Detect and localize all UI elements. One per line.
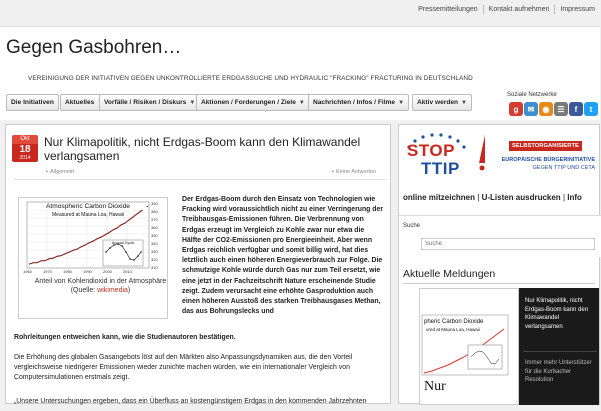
main-navigation — [0, 90, 600, 120]
post-date-day: 18 — [12, 144, 38, 155]
chevron-down-icon: ▼ — [398, 99, 405, 106]
ttip-links: online mitzeichnen | U-Listen ausdrucken | Info — [403, 193, 582, 202]
figure-caption-source: (Quelle: wikimedia) — [70, 287, 131, 294]
news-thumbnail[interactable] — [419, 288, 519, 405]
nav-label: Aktiv werden — [417, 99, 459, 106]
thumb-chart-title: pheric Carbon Dioxide — [424, 319, 484, 325]
google-plus-icon[interactable]: g — [509, 102, 523, 116]
twitter-icon[interactable]: t — [584, 102, 598, 116]
site-title[interactable]: Gegen Gasbohren… — [6, 37, 182, 58]
stop-ttip-banner[interactable] — [401, 129, 597, 193]
folder-icon: ▪ — [46, 169, 48, 175]
ttip-text: TTIP — [421, 159, 460, 178]
search-input[interactable] — [421, 238, 595, 250]
contact-link[interactable]: Kontakt aufnehmen — [483, 5, 555, 14]
nav-label: Aktionen / Forderungen / Ziele — [201, 99, 296, 106]
y-axis-ticks: 390 380 370 360 350 340 330 320 310 — [151, 201, 158, 270]
wikimedia-link[interactable]: wikimedia — [97, 287, 128, 294]
post-lead-continued: Rohrleitungen entweichen kann, wie die Studienautoren bestätigen. — [14, 334, 236, 341]
chevron-down-icon: ▼ — [298, 99, 305, 106]
eci-subtext: GEGEN TTIP UND CETA — [532, 165, 595, 171]
post-comments — [332, 169, 376, 175]
news-item-1[interactable]: Nur Klimapolitik, nicht Erdgas-Boom kann den Klimawandel verlangsamen — [525, 298, 589, 330]
comment-icon: ▪ — [332, 169, 334, 175]
chevron-down-icon: ▼ — [189, 99, 196, 106]
imprint-link[interactable]: Impressum — [554, 5, 600, 14]
nav-die-initiativen[interactable] — [6, 94, 59, 111]
sidebar — [398, 124, 600, 404]
thumb-word: Nur — [424, 379, 446, 394]
contact-icon[interactable]: ☰ — [554, 102, 568, 116]
search-label: Suche — [403, 223, 421, 229]
thumb-chart-subtitle: ured at Mauna Loa, Hawaii — [426, 327, 480, 332]
stop-text: STOP — [407, 141, 455, 160]
figure-caption: Anteil von Kohlendioxid in der Atmosphäre — [34, 278, 167, 285]
comments-link[interactable]: Keine Antworten — [335, 169, 377, 175]
post-lead: Der Erdgas-Boom durch den Einsatz von Technologien wie Fracking wird voraussichtlich nicht zu einer Verringerung der Treibhausgas-Emissionen führen. Die Verbrennung von Erdgas erzeugt im Vergleich zu Kohle zwar nur etwa die Hälfte der CO2-Emissionen pro Energieeinheit. Aber wenn Erdgas reichlich verfügbar und somit billig wird, hat dies letztlich auch einen höheren Energieverbrauch zur Folge. Die schmutzige Kohle würde durch Gas nur zum Teil ersetzt, wie eine jetzt in der Fachzeitschrift Nature erscheinende Studie zeigt. Zudem verursacht eine erhöhte Gasproduktion auch einen höheren Ausstoß des starken Treibhausgases Methan, das aus Bohrungslecks und — [182, 196, 384, 316]
nav-label: Die Initiativen — [11, 99, 54, 106]
chart-title: Atmospheric Carbon Dioxide — [29, 203, 147, 210]
nav-label: Nachrichten / Infos / Filme — [313, 99, 396, 106]
selbstorganisierte-badge: SELBSTORGANISIERTE — [509, 141, 582, 151]
news-item-2[interactable]: Immer mehr Unterstützer für die Korbacher Resolution — [525, 360, 592, 383]
post-title[interactable]: Nur Klimapolitik, nicht Erdgas-Boom kann den Klimawandel verlangsamen — [44, 135, 361, 163]
eci-text: EUROPÄISCHE BÜRGERINITIATIVE — [501, 157, 595, 163]
press-link[interactable]: Pressemitteilungen — [418, 5, 478, 13]
site-tagline: VEREINIGUNG DER INITIATIVEN GEGEN UNKONTROLLIERTE ERDGASSUCHE UND HYDRAULIC "FRACKING" FRACTURING IN DEUTSCHLAND — [28, 75, 473, 82]
chevron-down-icon: ▼ — [461, 99, 467, 106]
print-lists-link[interactable]: U-Listen ausdrucken — [481, 193, 561, 202]
news-divider — [403, 283, 595, 284]
info-link[interactable]: Info — [567, 193, 582, 202]
site-header — [0, 26, 600, 90]
email-icon[interactable]: ✉ — [524, 102, 538, 116]
sign-online-link[interactable]: online mitzeichnen — [403, 193, 476, 202]
category-link[interactable]: Allgemein — [49, 169, 75, 175]
nav-nachrichten[interactable] — [308, 94, 409, 111]
news-section-title: Aktuelle Meldungen — [403, 268, 496, 280]
post-paragraph: Die Erhöhung des globalen Gasangebots löst auf den Märkten also Anpassungsdynamiken aus, die den Vorteil vergleichsweise niedrigerer Emissionen wieder zunichte machen würden, wie ein internationaler Vergleich von Computersimulationen erstmals zeigt. — [14, 354, 353, 382]
post-paragraph-2: „Unsere Untersuchungen ergeben, dass ein Überfluss an kostengünstigem Erdgas in den kommenden Jahrzehnten — [14, 398, 367, 405]
facebook-icon[interactable]: f — [569, 102, 583, 116]
post-date-month: Okt — [12, 135, 38, 144]
post-category — [46, 169, 74, 175]
nav-label: Aktuelles — [65, 99, 95, 106]
nav-aktiv-werden[interactable] — [412, 94, 472, 111]
post-date-year: 2014 — [12, 155, 38, 162]
inset-label: Annual Cycle — [111, 241, 135, 245]
post-date-badge — [12, 135, 38, 163]
nav-label: Vorfälle / Risiken / Diskurs — [104, 99, 187, 106]
co2-chart-image[interactable]: Atmospheric Carbon Dioxide Measured at Mauna Loa, Hawaii Annual Cycle 390 380 370 360 350 340 330 320 310 1960 1970 1980 1990 2000 2010 — [18, 197, 168, 319]
rss-icon[interactable]: ◉ — [539, 102, 553, 116]
chart-subtitle: Measured at Mauna Loa, Hawaii — [52, 212, 124, 218]
social-label: Soziale Netzwerke — [507, 92, 557, 98]
news-separator — [523, 351, 597, 352]
search-widget — [399, 215, 601, 257]
main-content — [5, 124, 391, 404]
meta-divider — [14, 179, 386, 180]
nav-aktionen[interactable] — [196, 94, 310, 111]
nav-vorfaelle[interactable] — [99, 94, 200, 111]
utility-links — [0, 0, 600, 18]
